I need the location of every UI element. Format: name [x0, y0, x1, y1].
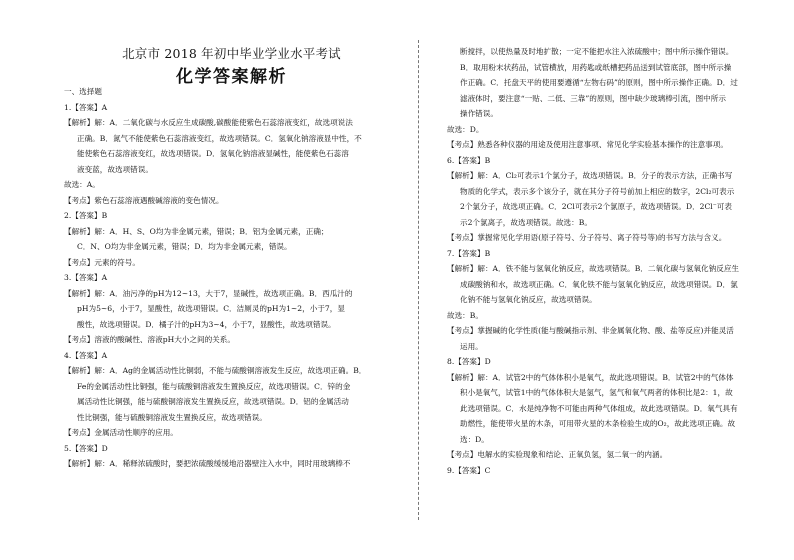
- text-line: C．N、O均为非金属元素，错误；D．均为非金属元素，错误。: [77, 242, 292, 251]
- text-line: 此选项错误。C．水是纯净物不可能由两种气体组成，故此选项错误。D．氧气具有: [460, 403, 738, 413]
- text-line: Fe的金属活动性比铜强，能与硫酸铜溶液发生置换反应，故选项错误。C．锌的金: [77, 381, 351, 391]
- text-line: 属活动性比铜强，能与硫酸铜溶液发生置换反应，故选项错误。D．铝的金属活动: [77, 397, 349, 406]
- text-line: 【考点】紫色石蕊溶液遇酸碱溶液的变色情况。: [64, 195, 224, 205]
- text-line: 性比铜强，能与硫酸铜溶液发生置换反应，故选项错误。: [77, 412, 267, 422]
- text-line: pH为5~6，小于7，显酸性，故选项错误。C．洁厕灵的pH为1~2，小于7，显: [77, 304, 345, 313]
- column-divider: [418, 40, 419, 520]
- text-line: 一、选择题: [64, 87, 102, 96]
- right-column: [447, 44, 777, 478]
- text-line: 3.【答案】A: [64, 273, 108, 282]
- text-line: 正确。B．氮气不能使紫色石蕊溶液变红，故选项错误。C．氢氧化钠溶液显中性，不: [77, 133, 362, 143]
- text-line: 操作错误。: [460, 109, 498, 118]
- text-line: 6.【答案】B: [447, 155, 491, 165]
- text-line: B．取用粉末状药品，试管横放，用药匙或纸槽把药品送到试管底部，图中所示操: [460, 62, 732, 72]
- text-line: 4.【答案】A: [64, 350, 108, 360]
- text-line: 5.【答案】D: [64, 443, 108, 453]
- text-line: 成碳酸钠和水，故选项正确。C．氧化铁不能与氢氧化钠反应，故选项错误。D．氯: [460, 279, 738, 289]
- text-line: 【解析】解：A．稀释浓硫酸时，要把浓硫酸缓缓地沿器壁注入水中，同时用玻璃棒不: [64, 459, 351, 468]
- page-title: 化学答案解析: [176, 67, 287, 87]
- text-line: 示2个氯离子，故选项错误。故选：B。: [460, 217, 592, 227]
- text-line: 【解析】解：A．H、S、O均为非金属元素，错误；B．铝为金属元素，正确；: [64, 226, 329, 236]
- text-line: 运用。: [460, 341, 483, 351]
- text-line: 化钠不能与氢氧化钠反应，故选项错误。: [460, 295, 597, 304]
- text-line: 9.【答案】C: [447, 465, 491, 475]
- text-line: 助燃性，能使带火星的木条，可用带火星的木条检验生成的O₂，故此选项正确。故: [460, 419, 736, 428]
- text-line: 【解析】解：A．Ag的金属活动性比铜弱，不能与硫酸铜溶液发生反应，故选项正确。B．: [64, 366, 367, 375]
- text-line: 【考点】元素的符号。: [64, 257, 140, 267]
- text-line: 【解析】解：A．铁不能与氢氧化钠反应，故选项错误。B．二氧化碳与氢氧化钠反应生: [447, 264, 740, 273]
- text-line: 2个氯分子，故选项正确。C．2Cl可表示2个氯原子，故选项错误。D．2Cl⁻可表: [460, 202, 732, 211]
- text-line: 1.【答案】A: [64, 102, 108, 112]
- text-line: 【考点】溶液的酸碱性、溶液pH大小之间的关系。: [64, 335, 235, 344]
- text-line: 7.【答案】B: [447, 248, 491, 258]
- text-line: 【考点】熟悉各种仪器的用途及使用注意事项、常见化学实验基本操作的注意事项。: [447, 140, 728, 149]
- text-line: 滤液体时，要注意“一贴、二低、三靠”的原则，图中缺少玻璃棒引流，图中所示: [460, 93, 726, 103]
- text-line: 故选：D。: [447, 124, 484, 134]
- text-line: 【考点】掌握碱的化学性质(能与酸碱指示剂、非金属氧化物、酸、盐等反应)并能灵活: [447, 326, 734, 335]
- text-line: 【解析】解：A．油污净的pH为12~13，大于7，显碱性，故选项正确。B．西瓜汁的: [64, 288, 353, 298]
- left-column: [64, 84, 399, 472]
- text-line: 【解析】解：A．试管2中的气体体积小是氧气，故此选项错误。B．试管2中的气体体: [447, 372, 734, 382]
- text-line: 能使紫色石蕊溶液变红，故选项错误。D．氢氧化钠溶液显碱性，能使紫色石蕊溶: [77, 149, 349, 158]
- text-line: 选：D。: [460, 434, 489, 444]
- text-line: 物质的化学式，表示多个该分子，就在其分子符号前加上相应的数字，2Cl₂可表示: [460, 186, 735, 196]
- text-line: 酸性，故选项错误。D．橘子汁的pH为3~4，小于7，显酸性，故选项错误。: [77, 319, 336, 329]
- text-line: 2.【答案】B: [64, 211, 108, 220]
- text-line: 液变蓝，故选项错误。: [77, 164, 153, 174]
- text-line: 【考点】掌握常见化学用语(原子符号、分子符号、离子符号等)的书写方法与含义。: [447, 233, 727, 242]
- text-line: 【考点】金属活动性顺序的应用。: [64, 428, 178, 437]
- text-line: 【解析】解：A．二氧化碳与水反应生成碳酸,碳酸能使紫色石蕊溶液变红，故选项说法: [64, 118, 353, 127]
- text-line: 故选：B。: [447, 310, 483, 320]
- text-line: 8.【答案】D: [447, 357, 491, 366]
- text-line: 作正确。C．托盘天平的使用要遵循“左物右码”的原则，图中所示操作正确。D．过: [460, 78, 738, 87]
- exam-title: 北京市 2018 年初中毕业学业水平考试: [122, 46, 341, 61]
- text-line: 【考点】电解水的实验现象和结论、正氧负氢，氢二氧一的内涵。: [447, 450, 668, 459]
- text-line: 故选：A。: [64, 180, 100, 189]
- text-line: 断搅拌，以使热量及时地扩散；一定不能把水注入浓硫酸中；图中所示操作错误。: [460, 47, 734, 56]
- text-line: 【解析】解：A．Cl₂可表示1个氯分子，故选项错误。B．分子的表示方法，正确书写: [447, 171, 733, 180]
- text-line: 积小是氧气，试管1中的气体体积大是氢气，氢气和氧气两者的体积比是2：1，故: [460, 388, 733, 397]
